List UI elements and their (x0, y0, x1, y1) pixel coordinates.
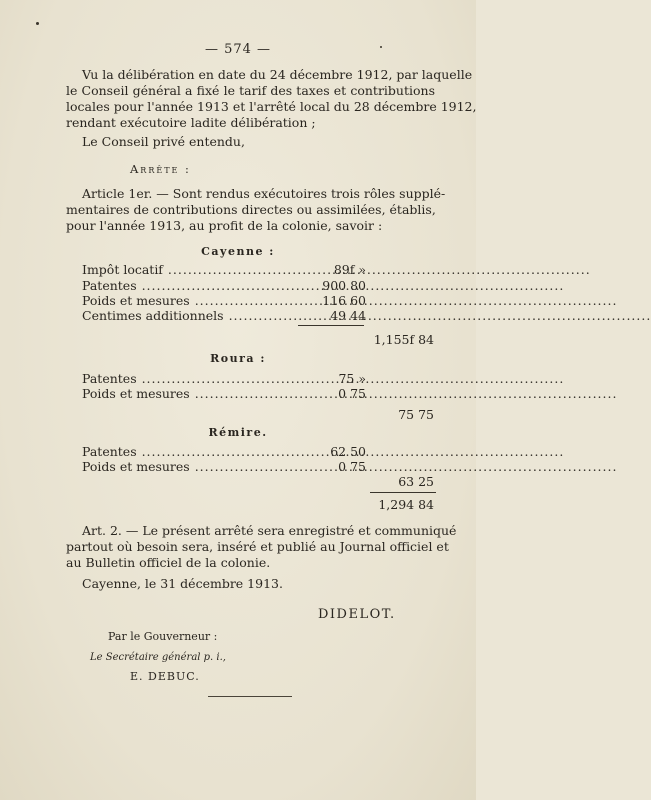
row-value: 49 44 (330, 308, 366, 323)
intro-paragraph (66, 67, 477, 131)
table-row (82, 308, 372, 324)
table-row (82, 459, 372, 475)
row-label: Poids et mesures ..... (82, 386, 307, 401)
table-row (82, 278, 372, 294)
row-label: Patentes ..... (82, 371, 307, 386)
table-row (82, 371, 372, 387)
article-1-line: pour l'année 1913, au profit de la colonie, savoir : (66, 218, 383, 233)
article-1-line: Article 1er. — Sont rendus exécutoires trois rôles supplé- (82, 186, 446, 201)
intro-line: locales pour l'année 1913 et l'arrêté local du 28 décembre 1912, (66, 99, 477, 114)
place-date: Cayenne, le 31 décembre 1913. (82, 576, 283, 591)
section-title-roura: Roura : (210, 352, 266, 365)
table-row (82, 444, 372, 460)
par-le-gouverneur: Par le Gouverneur : (108, 630, 218, 643)
ink-speck (36, 22, 39, 25)
signature-name: DIDELOT. (318, 607, 396, 622)
subtotal-roura: 75 75 (398, 407, 434, 422)
secretaire-title: Le Secrétaire général p. i., (90, 652, 226, 663)
row-value: 75 » (338, 371, 366, 386)
row-label: Patentes ..... (82, 278, 307, 293)
subtotal-cayenne: 1,155f 84 (373, 332, 434, 347)
article-2-line: Art. 2. — Le présent arrêté sera enregistré et communiqué (82, 523, 457, 538)
article-2-line: au Bulletin officiel de la colonie. (66, 555, 271, 570)
subtotal-remire: 63 25 (398, 474, 434, 489)
table-row (82, 262, 372, 278)
total-rule (370, 492, 436, 493)
row-label: Poids et mesures ..... (82, 293, 307, 308)
secretaire-name: E. DEBUC. (130, 670, 200, 683)
article-1-line: mentaires de contributions directes ou assimilées, établis, (66, 202, 436, 217)
row-label: Patentes ..... (82, 444, 307, 459)
page-number: — 574 — (204, 42, 272, 57)
section-title-cayenne: Cayenne : (201, 245, 275, 258)
article-1-paragraph (66, 186, 446, 234)
row-value: 62 50 (330, 444, 366, 459)
row-value: 0 75 (338, 386, 366, 401)
row-value: 116 60 (322, 293, 366, 308)
article-2-line: partout où besoin sera, inséré et publié au Journal officiel et (66, 539, 449, 554)
row-value: 0 75 (338, 459, 366, 474)
arrete-heading: Arrête : (130, 162, 191, 176)
table-row (82, 293, 372, 309)
article-2-paragraph (66, 523, 457, 571)
intro-line: Vu la délibération en date du 24 décembre 1912, par laquelle (82, 67, 473, 82)
row-value: 89f » (333, 262, 366, 277)
row-label: Centimes additionnels ..... (82, 308, 307, 323)
intro-line: rendant exécutoire ladite délibération ; (66, 115, 316, 130)
ink-speck (380, 46, 382, 48)
sum-rule (298, 325, 364, 326)
grand-total: 1,294 84 (378, 497, 434, 512)
row-label: Poids et mesures ..... (82, 459, 307, 474)
row-label: Impôt locatif ..... (82, 262, 307, 277)
section-title-remire: Rémire. (208, 426, 268, 439)
table-row (82, 386, 372, 402)
row-value: 900 80 (322, 278, 366, 293)
intro-line: le Conseil général a fixé le tarif des taxes et contributions (66, 83, 435, 98)
conseil-line: Le Conseil privé entendu, (82, 134, 245, 149)
end-rule (208, 696, 292, 697)
